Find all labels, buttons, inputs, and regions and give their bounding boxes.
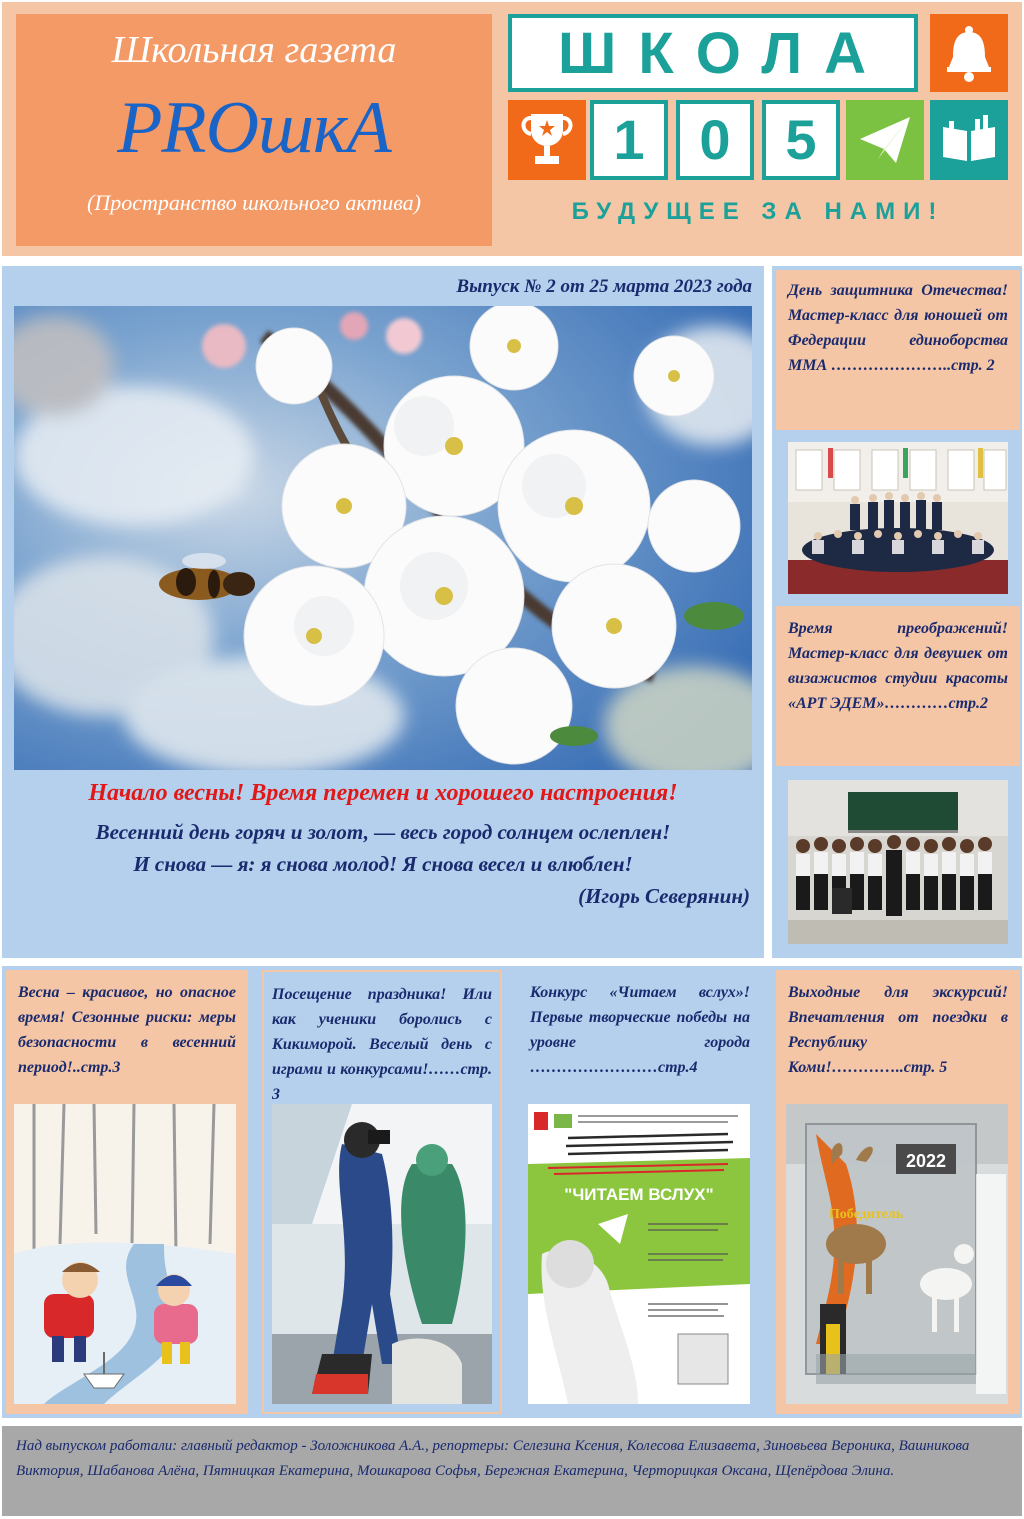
bell-icon — [930, 14, 1008, 92]
cover-photo-blossom — [14, 306, 752, 770]
article-card[interactable] — [264, 972, 500, 1107]
article-teaser-text: Посещение праздника! Или как ученики боролись с Кикиморой. Веселый день с играми и конкурсами!……стр. 3 — [272, 986, 492, 1103]
newspaper-subtitle: (Пространство школьного актива) — [87, 190, 421, 215]
credits-footer — [2, 1426, 1022, 1516]
article-teaser-text: Время преображений! Мастер-класс для девушек от визажистов студии красоты «АРТ ЭДЕМ»…………стр.2 — [788, 620, 1008, 712]
paper-plane-icon — [846, 100, 924, 180]
poem-line: И снова — я: я снова молод! Я снова весел и влюблен! — [133, 852, 633, 876]
school-word: ШКОЛА — [508, 14, 918, 92]
photo-award-komi — [786, 1104, 1008, 1404]
trophy-icon — [508, 100, 586, 180]
poem-line: Весенний день горяч и золот, — весь город солнцем ослеплен! — [95, 820, 671, 844]
photo-mma-workshop — [788, 442, 1008, 594]
poster-reading-aloud — [528, 1104, 750, 1404]
photo-makeup-workshop — [788, 780, 1008, 944]
school-number-digit: 5 — [762, 100, 840, 180]
school-slogan: БУДУЩЕЕ ЗА НАМИ! — [571, 198, 945, 225]
article-teaser-text: Весна – красивое, но опасное время! Сезонные риски: меры безопасности в весенний период!..стр.3 — [18, 984, 236, 1076]
poem-author: (Игорь Северянин) — [578, 884, 750, 908]
article-teaser-text: Конкурс «Читаем вслух»! Первые творческие победы на уровне города ……………………стр.4 — [530, 984, 750, 1076]
award-label: Победитель — [828, 1207, 904, 1222]
poster-title: "ЧИТАЕМ ВСЛУХ" — [564, 1185, 714, 1204]
newspaper-title: Школьная газета — [111, 29, 397, 71]
photo-holiday-kikimora — [272, 1104, 492, 1404]
school-number-digit: 1 — [590, 100, 668, 180]
issue-label: Выпуск № 2 от 25 марта 2023 года — [456, 276, 752, 297]
article-teaser-text: День защитника Отечества! Мастер-класс для юношей от Федерации единоборства ММА …………………..стр. 2 — [788, 282, 1008, 374]
award-year: 2022 — [905, 1151, 947, 1171]
illustration-spring-kids — [14, 1104, 236, 1404]
article-teaser-text: Выходные для экскурсий! Впечатления от поездки в Республику Коми!…………..стр. 5 — [788, 984, 1008, 1076]
newspaper-logo: PROшкА — [117, 87, 391, 169]
book-icon — [930, 100, 1008, 180]
school-number-digit: 0 — [676, 100, 754, 180]
article-teaser[interactable] — [776, 606, 1020, 766]
article-teaser[interactable] — [776, 270, 1020, 430]
credits-text: Над выпуском работали: главный редактор - Золожникова А.А., репортеры: Селезина Ксения, Колесова Елизавета, Зиновьева Вероника, Вашникова Виктория, Шабанова Алёна, Пятницкая Екатерина, Мошкарова Софья, Бережная Екатерина, Черторицкая Оксана, Щепёрдова Элина. — [16, 1438, 970, 1479]
feature-headline: Начало весны! Время перемен и хорошего настроения! — [88, 780, 678, 806]
